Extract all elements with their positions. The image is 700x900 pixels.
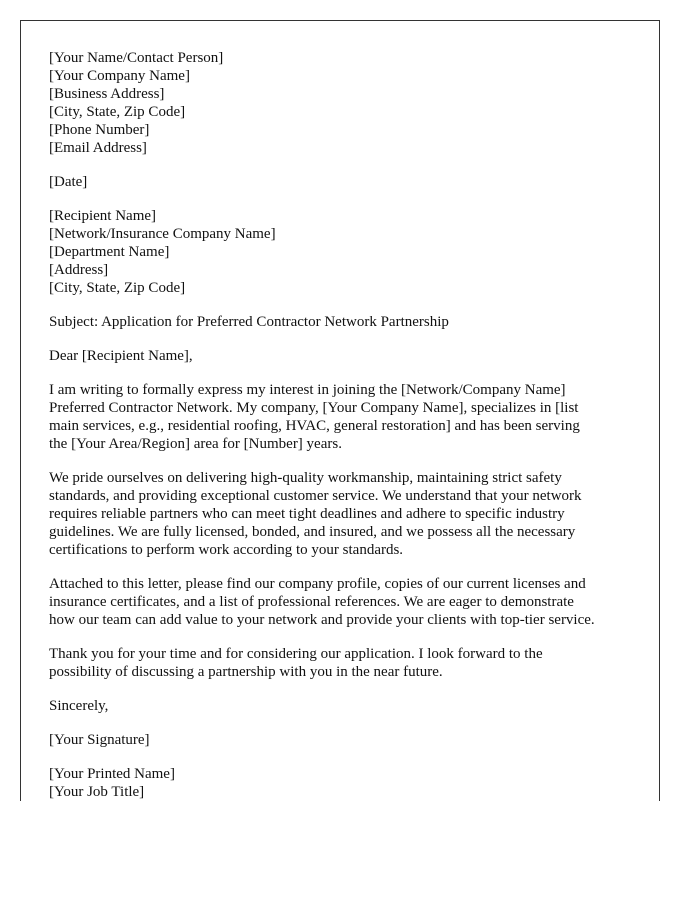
paragraph-line: the [Your Area/Region] area for [Number] years.: [49, 436, 342, 452]
signer-block: [49, 765, 639, 801]
closing: Sincerely,: [49, 698, 109, 714]
paragraph-line: certifications to perform work according to your standards.: [49, 542, 404, 558]
salutation: Dear [Recipient Name],: [49, 348, 193, 364]
salutation-block: [49, 347, 639, 365]
paragraph-line: We pride ourselves on delivering high-quality workmanship, maintaining strict safety: [49, 470, 562, 486]
paragraph-line: standards, and providing exceptional customer service. We understand that your network: [49, 488, 582, 504]
recipient-company: [Network/Insurance Company Name]: [49, 226, 276, 242]
letter-date: [Date]: [49, 174, 88, 190]
letter-content: [49, 49, 639, 801]
recipient-department: [Department Name]: [49, 244, 170, 260]
closing-block: [49, 697, 639, 715]
sender-block: [49, 49, 639, 157]
sender-email: [Email Address]: [49, 140, 147, 156]
paragraph-line: insurance certificates, and a list of professional references. We are eager to demonstrate: [49, 594, 574, 610]
signature-block: [49, 731, 639, 749]
body-paragraph-3: [49, 575, 639, 629]
subject-line: Subject: Application for Preferred Contractor Network Partnership: [49, 314, 449, 330]
recipient-name: [Recipient Name]: [49, 208, 157, 224]
sender-phone: [Phone Number]: [49, 122, 150, 138]
sender-city-state-zip: [City, State, Zip Code]: [49, 104, 186, 120]
paragraph-line: requires reliable partners who can meet tight deadlines and adhere to specific industry: [49, 506, 565, 522]
body-paragraph-4: [49, 645, 639, 681]
recipient-city-state-zip: [City, State, Zip Code]: [49, 280, 186, 296]
date-block: [49, 173, 639, 191]
body-paragraph-1: [49, 381, 639, 453]
paragraph-line: Preferred Contractor Network. My company, [Your Company Name], specializes in [list: [49, 400, 579, 416]
subject-block: [49, 313, 639, 331]
sender-address: [Business Address]: [49, 86, 165, 102]
letter-page: [20, 20, 660, 801]
signer-job-title: [Your Job Title]: [49, 784, 145, 800]
paragraph-line: guidelines. We are fully licensed, bonded, and insured, and we possess all the necessary: [49, 524, 576, 540]
signature: [Your Signature]: [49, 732, 150, 748]
paragraph-line: main services, e.g., residential roofing, HVAC, general restoration] and has been serving: [49, 418, 580, 434]
paragraph-line: I am writing to formally express my interest in joining the [Network/Company Name]: [49, 382, 566, 398]
sender-name: [Your Name/Contact Person]: [49, 50, 224, 66]
paragraph-line: Thank you for your time and for considering our application. I look forward to the: [49, 646, 543, 662]
paragraph-line: how our team can add value to your network and provide your clients with top-tier service.: [49, 612, 595, 628]
signer-printed-name: [Your Printed Name]: [49, 766, 175, 782]
recipient-block: [49, 207, 639, 297]
paragraph-line: possibility of discussing a partnership with you in the near future.: [49, 664, 443, 680]
recipient-address: [Address]: [49, 262, 109, 278]
body-paragraph-2: [49, 469, 639, 559]
sender-company: [Your Company Name]: [49, 68, 190, 84]
paragraph-line: Attached to this letter, please find our company profile, copies of our current licenses and: [49, 576, 586, 592]
